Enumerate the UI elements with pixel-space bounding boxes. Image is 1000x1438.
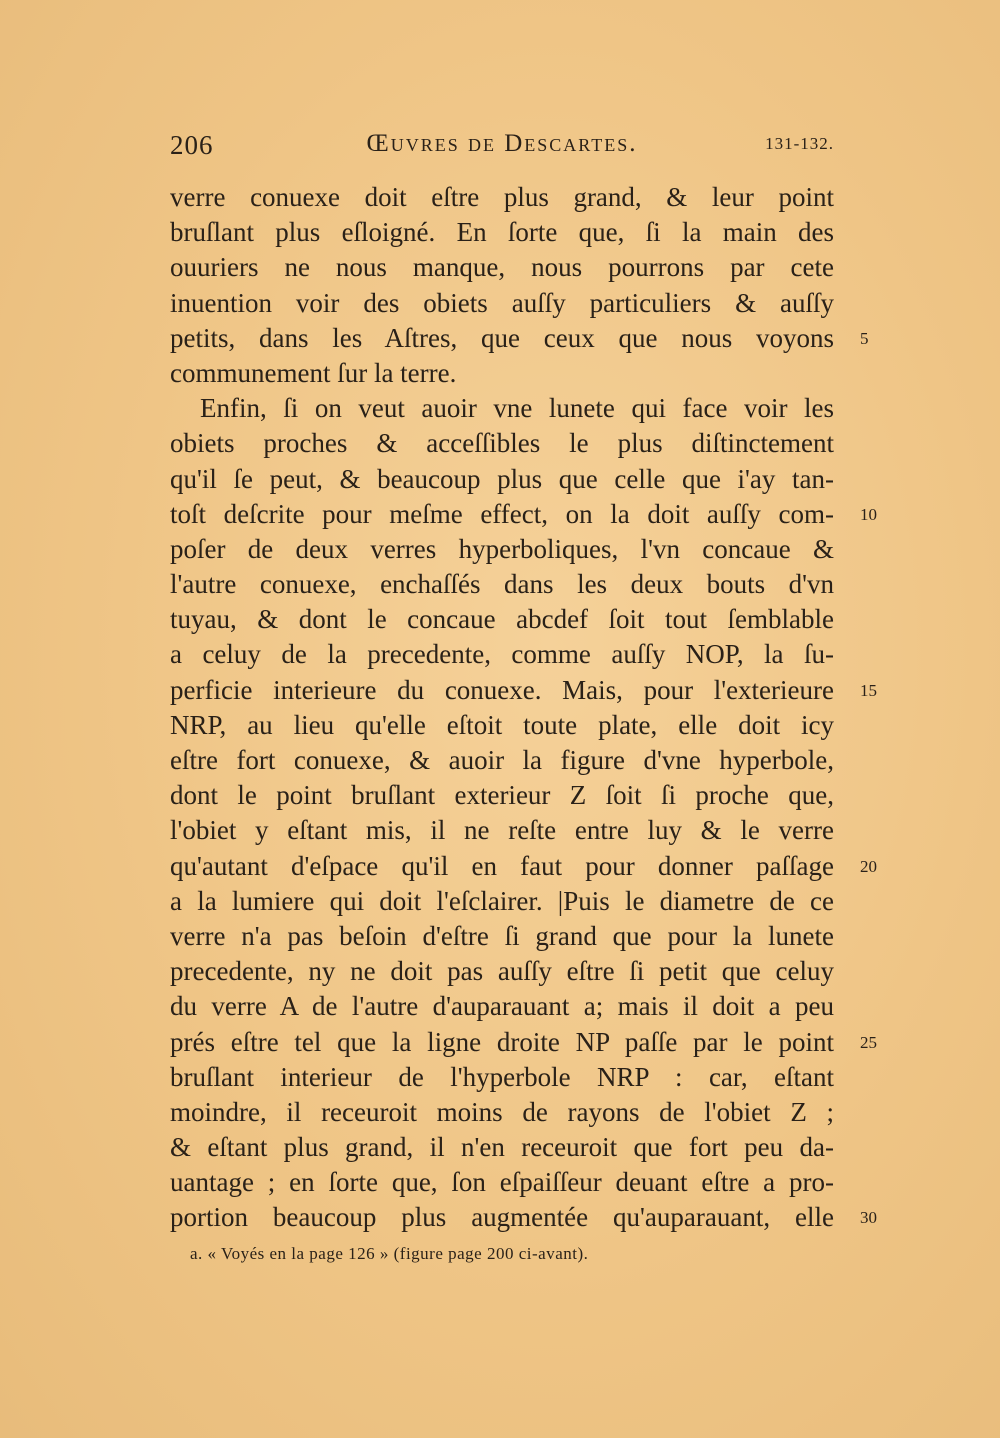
text-line: verre conuexe doit eſtre plus grand, & leur point bbox=[170, 182, 834, 212]
line-number: 30 bbox=[860, 1208, 877, 1228]
folio-reference: 131-132. bbox=[765, 134, 834, 153]
text-line: bruſlant interieur de l'hyperbole NRP : car, eſtant bbox=[170, 1061, 834, 1092]
text-line: eſtre fort conuexe, & auoir la figure d'vne hyperbole, bbox=[170, 745, 834, 775]
text-line: toſt deſcrite pour meſme effect, on la doit auſſy com- 10 bbox=[170, 497, 834, 532]
line-number: 15 bbox=[860, 680, 877, 700]
text-line: l'autre conuexe, enchaſſés dans les deux bouts d'vn bbox=[170, 569, 834, 600]
text-line: l'obiet y eſtant mis, il ne reſte entre luy & le verre bbox=[170, 815, 834, 846]
text-line: qu'il ſe peut, & beaucoup plus que celle que i'ay tan- bbox=[170, 463, 834, 494]
text-line: dont le point bruſlant exterieur Z ſoit ſi proche que, bbox=[170, 780, 834, 811]
line-number: 5 bbox=[860, 328, 869, 348]
text-line: prés eſtre tel que la ligne droite NP paſſe par le point 25 bbox=[170, 1025, 834, 1060]
text-line: precedente, ny ne doit pas auſſy eſtre ſi petit que celuy bbox=[170, 956, 834, 987]
page-header bbox=[170, 130, 834, 166]
body-text bbox=[170, 180, 877, 1236]
text-line: qu'autant d'eſpace qu'il en faut pour donner paſſage 20 bbox=[170, 849, 834, 884]
text-line: verre n'a pas beſoin d'eſtre ſi grand que pour la lunete bbox=[170, 920, 834, 951]
page-number: 206 bbox=[170, 130, 214, 160]
text-line: obiets proches & acceſſibles le plus diſtinctement bbox=[170, 428, 834, 459]
line-number: 10 bbox=[860, 504, 877, 524]
text-line: a celuy de la precedente, comme auſſy NOP, la ſu- bbox=[170, 639, 834, 670]
text-line: petits, dans les Aſtres, que ceux que nous voyons 5 bbox=[170, 321, 834, 356]
text-line: communement ſur la terre. bbox=[170, 357, 457, 388]
running-title: Œuvres de Descartes. bbox=[366, 130, 638, 157]
line-number: 25 bbox=[860, 1032, 877, 1052]
text-line: Enfin, ſi on veut auoir vne lunete qui face voir les bbox=[200, 393, 834, 424]
text-line: portion beaucoup plus augmentée qu'auparauant, elle 30 bbox=[170, 1200, 834, 1235]
text-line: & eſtant plus grand, il n'en receuroit que fort peu da- bbox=[170, 1132, 834, 1163]
text-line: moindre, il receuroit moins de rayons de l'obiet Z ; bbox=[170, 1096, 834, 1127]
text-line: perficie interieure du conuexe. Mais, pour l'exterieure 15 bbox=[170, 673, 834, 708]
footnote: a. « Voyés en la page 126 » (figure page 200 ci-avant). bbox=[190, 1244, 589, 1263]
text-line: a la lumiere qui doit l'eſclairer. |Puis le diametre de ce bbox=[170, 885, 834, 916]
text-line: du verre A de l'autre d'auparauant a; mais il doit a peu bbox=[170, 991, 834, 1022]
text-line: bruſlant plus eſloigné. En ſorte que, ſi la main des bbox=[170, 217, 834, 248]
text-line: poſer de deux verres hyperboliques, l'vn concaue & bbox=[170, 533, 834, 564]
text-line: NRP, au lieu qu'elle eſtoit toute plate, elle doit icy bbox=[170, 709, 834, 740]
text-line: inuention voir des obiets auſſy particuliers & auſſy bbox=[170, 287, 834, 318]
text-line: ouuriers ne nous manque, nous pourrons par cete bbox=[170, 252, 834, 283]
line-number: 20 bbox=[860, 856, 877, 876]
text-line: uantage ; en ſorte que, ſon eſpaiſſeur deuant eſtre a pro- bbox=[170, 1167, 834, 1198]
text-line: tuyau, & dont le concaue abcdef ſoit tout ſemblable bbox=[170, 604, 834, 635]
